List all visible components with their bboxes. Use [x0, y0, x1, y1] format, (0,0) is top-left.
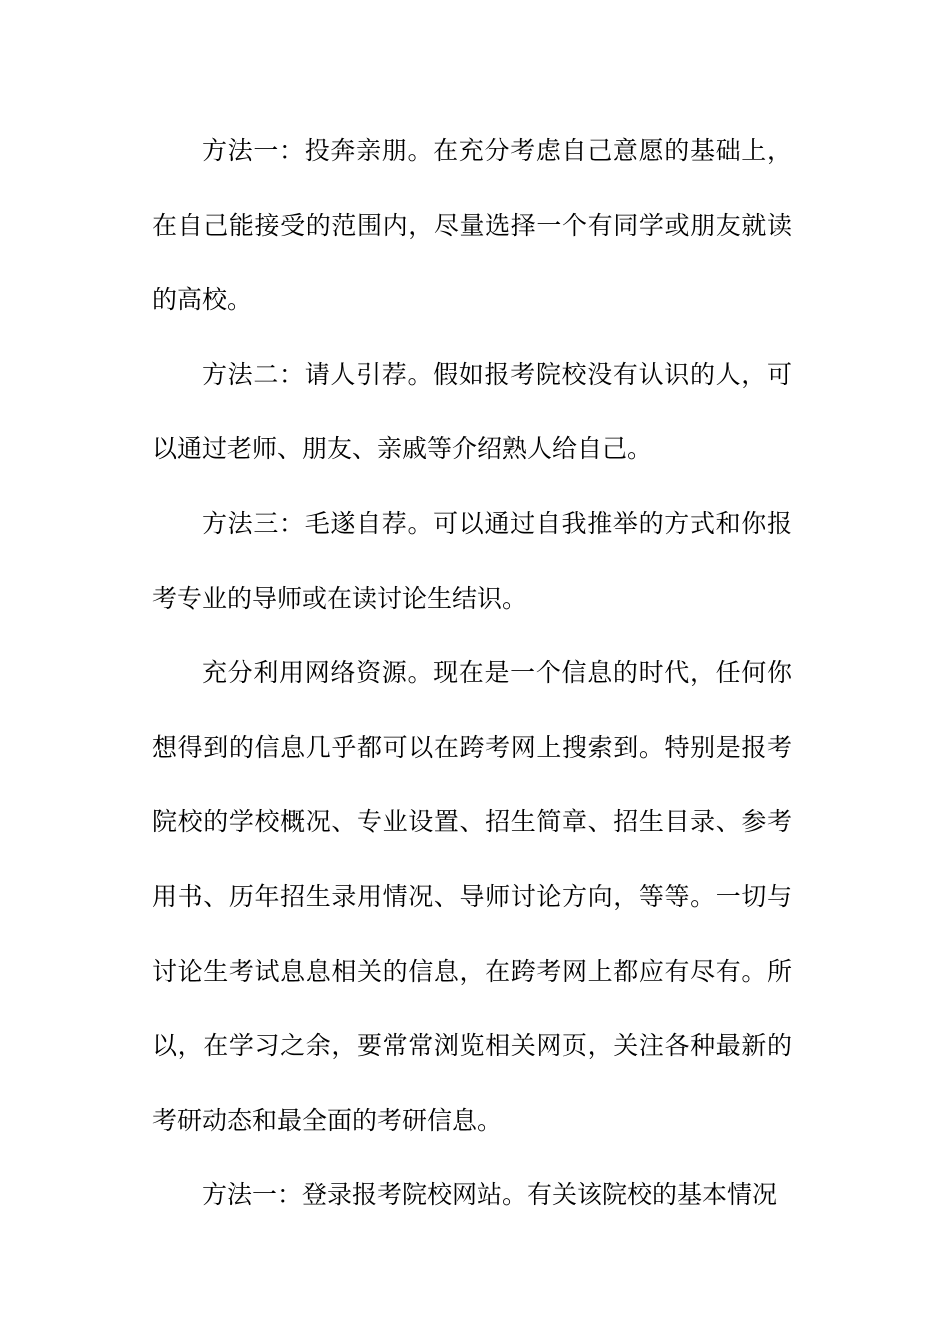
paragraph-method-one-friends: 方法一：投奔亲朋。在充分考虑自己意愿的基础上，在自己能接受的范围内，尽量选择一个有同学或朋友就读的高校。 — [152, 136, 792, 315]
document-body — [152, 114, 792, 1233]
paragraph-method-one-website: 方法一：登录报考院校网站。有关该院校的基本情况 — [202, 1180, 778, 1210]
paragraph-network-resources: 充分利用网络资源。现在是一个信息的时代，任何你想得到的信息几乎都可以在跨考网上搜索到。特别是报考院校的学校概况、专业设置、招生简章、招生目录、参考用书、历年招生录用情况、导师讨论方向，等等。一切与讨论生考试息息相关的信息，在跨考网上都应有尽有。所以，在学习之余，要常常浏览相关网页，关注各种最新的考研动态和最全面的考研信息。 — [152, 658, 792, 1135]
paragraph-method-two-referral: 方法二：请人引荐。假如报考院校没有认识的人，可以通过老师、朋友、亲戚等介绍熟人给自己。 — [152, 359, 792, 464]
paragraph-method-three-self-recommend: 方法三：毛遂自荐。可以通过自我推举的方式和你报考专业的导师或在读讨论生结识。 — [152, 508, 792, 613]
